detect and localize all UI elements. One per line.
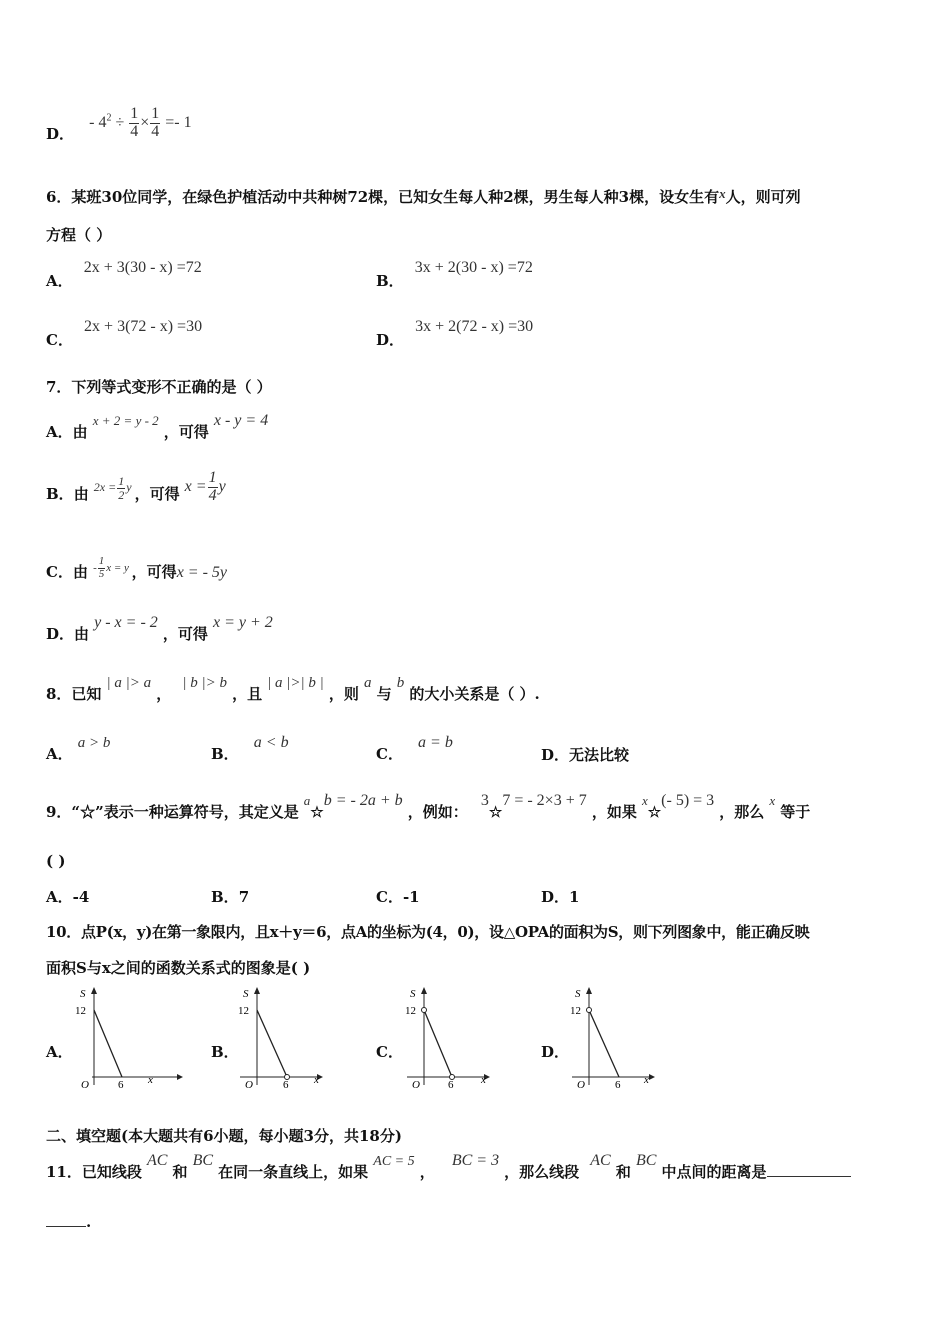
- q9-option-a: A．-4: [46, 888, 90, 906]
- s-label: S: [575, 988, 581, 1000]
- q5-option-d: [46, 106, 192, 144]
- q9-paren: ( ): [46, 852, 66, 870]
- x-tick-label: 6: [283, 1079, 289, 1091]
- x-axis-arrow: [177, 1074, 183, 1080]
- q7-option-d: D．由 y - x = - 2 ，可得 x = y + 2: [46, 614, 273, 643]
- origin-label: O: [81, 1079, 89, 1091]
- q6-option-c: C． 2x + 3(72 - x) =30: [46, 318, 203, 349]
- q6-stem-line1: 6．某班30位同学，在绿色护植活动中共种树72棵，已知女生每人种2棵，男生每人种3棵，设女生有x人，则可列: [46, 186, 801, 206]
- q10-stem-line1: 10．点P(x，y)在第一象限内，且x＋y＝6，点A的坐标为(4，0)，设△OPA的面积为S，则下列图象中，能正确反映: [46, 923, 810, 941]
- q7-option-b: B．由 2x = $\frac{1}{2}$ y ，可得 x = $\frac{1}{4}$ y: [46, 469, 226, 504]
- q10-stem-line2: 面积S与x之间的函数关系式的图象是( ): [46, 959, 311, 977]
- graph-a: [72, 985, 187, 1091]
- y-tick-label: 12: [75, 1005, 86, 1017]
- origin-label: O: [245, 1079, 253, 1091]
- q9-option-b: B．7: [211, 888, 250, 906]
- q7-option-a: A．由 x + 2 = y - 2 ，可得 x - y = 4: [46, 412, 269, 441]
- q6-option-d: D． 3x + 2(72 - x) =30: [376, 318, 534, 349]
- open-startpoint: [422, 1008, 427, 1013]
- q8-stem: 8．已知 | a |> a ， | b |> b ，且 | a |>| b | ，则 a 与 b 的大小关系是（ ）.: [46, 675, 540, 703]
- x-label: x: [644, 1074, 649, 1086]
- q6-option-b: B． 3x + 2(30 - x) =72: [376, 259, 533, 290]
- q8-option-a: A． a > b: [46, 735, 111, 763]
- x-tick-label: 6: [118, 1079, 124, 1091]
- y-axis-arrow: [421, 987, 427, 994]
- q6-option-a: A． 2x + 3(30 - x) =72: [46, 259, 202, 290]
- q11-stem: 11．已知线段 AC 和 BC 在同一条直线上，如果 AC = 5 ， BC = 3 ，那么线段 AC 和 BC 中点间的距离是: [46, 1150, 851, 1182]
- option-label: D．: [46, 124, 75, 143]
- graph-line: [94, 1010, 122, 1077]
- q9-option-c: C．-1: [376, 888, 420, 906]
- x-tick-label: 6: [615, 1079, 621, 1091]
- graph-b: [237, 985, 352, 1091]
- answer-blank-cont[interactable]: [46, 1212, 86, 1227]
- section-title: 二、填空题(本大题共有6小题，每小题3分，共18分): [46, 1127, 402, 1145]
- origin-label: O: [412, 1079, 420, 1091]
- s-label: S: [80, 988, 86, 1000]
- s-label: S: [410, 988, 416, 1000]
- s-label: S: [243, 988, 249, 1000]
- q8-option-c: C． a = b: [376, 734, 453, 763]
- graph-line: [257, 1010, 287, 1077]
- y-axis-arrow: [91, 987, 97, 994]
- y-axis-arrow: [254, 987, 260, 994]
- y-tick-label: 12: [405, 1005, 416, 1017]
- graph-line: [424, 1010, 452, 1077]
- x-label: x: [481, 1074, 486, 1086]
- origin-label: O: [577, 1079, 585, 1091]
- q9-stem: 9．“☆”表示一种运算符号，其定义是 a☆b = - 2a + b ，例如： 3☆7 = - 2×3 + 7 ，如果 x☆(- 5) = 3 ，那么 x 等于: [46, 792, 811, 821]
- q6-stem-line2: 方程（ ）: [46, 226, 112, 244]
- q8-option-b: B． a < b: [211, 734, 289, 763]
- q11-blank-cont: .: [46, 1212, 91, 1231]
- q9-option-d: D．1: [541, 888, 580, 906]
- y-tick-label: 12: [570, 1005, 581, 1017]
- y-axis-arrow: [586, 987, 592, 994]
- q8-option-d: D．无法比较: [541, 746, 630, 764]
- graph-d: [569, 985, 684, 1091]
- x-tick-label: 6: [448, 1079, 454, 1091]
- graph-line: [589, 1010, 619, 1077]
- graph-c: [404, 985, 519, 1091]
- q7-stem: 7．下列等式变形不正确的是（ ）: [46, 378, 272, 396]
- answer-blank[interactable]: [767, 1162, 851, 1177]
- q7-option-c: C．由 - $\frac{1}{5}$ x = y ，可得x = - 5y: [46, 555, 228, 581]
- math-expression: - $4^2$ ÷ $\frac{1}{4}$ × $\frac{1}{4}$ =- 1: [89, 105, 192, 140]
- x-label: x: [148, 1074, 153, 1086]
- y-tick-label: 12: [238, 1005, 249, 1017]
- x-axis-arrow: [649, 1074, 655, 1080]
- x-label: x: [314, 1074, 319, 1086]
- open-startpoint: [587, 1008, 592, 1013]
